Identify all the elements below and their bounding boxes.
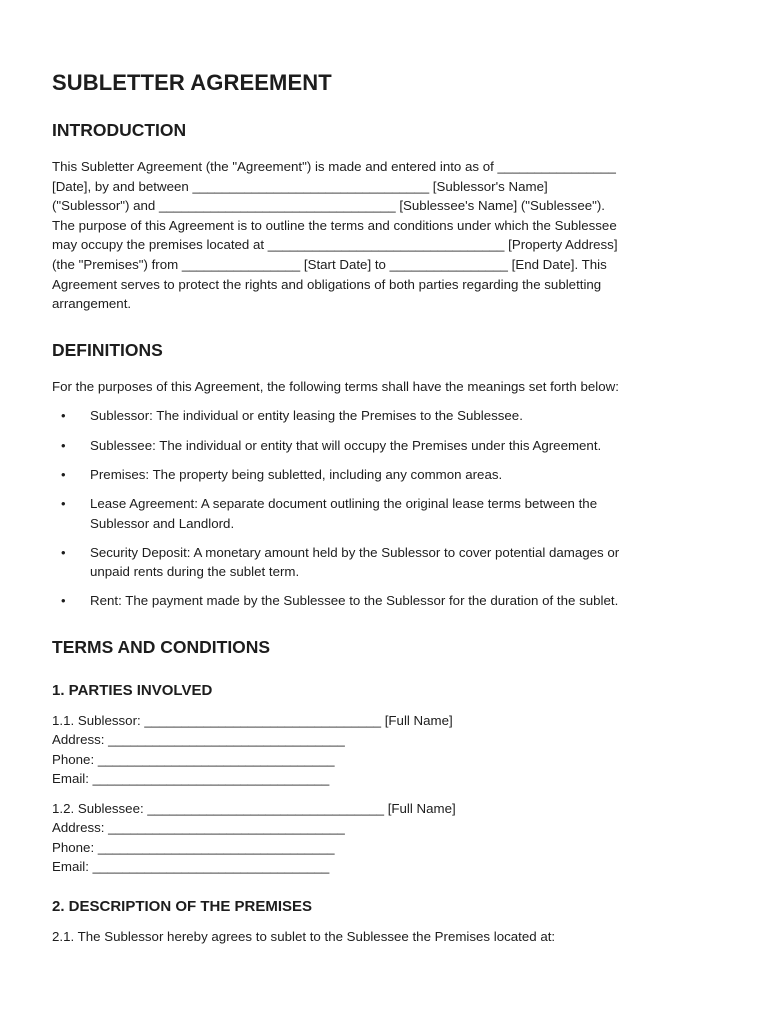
bullet-icon: •: [61, 495, 66, 511]
definition-text: Security Deposit: A monetary amount held by the Sublessor to cover potential damages or: [90, 544, 620, 560]
sublessor-name-line: 1.1. Sublessor: ________________________________ [Full Name]: [52, 713, 453, 729]
parties-section: [52, 682, 718, 876]
introduction-line: The purpose of this Agreement is to outline the terms and conditions under which the Sublessee: [52, 217, 617, 233]
list-item: [52, 591, 718, 611]
introduction-line: ("Sublessor") and ________________________________ [Sublessee's Name] ("Sublessee").: [52, 198, 605, 214]
list-item: [52, 406, 718, 426]
definitions-heading: DEFINITIONS: [52, 339, 163, 360]
parties-heading: 1. PARTIES INVOLVED: [52, 682, 213, 700]
sublessor-email-line: Email: ________________________________: [52, 771, 330, 787]
bullet-icon: •: [61, 408, 66, 424]
definitions-section: [52, 340, 718, 611]
sublessee-block: [52, 799, 718, 877]
terms-section: [52, 637, 718, 947]
list-item: [52, 436, 718, 456]
sublessor-phone-line: Phone: ________________________________: [52, 751, 335, 767]
sublessee-email-line: Email: ________________________________: [52, 858, 330, 874]
sublessee-name-line: 1.2. Sublessee: ________________________________ [Full Name]: [52, 800, 456, 816]
sublessee-phone-line: Phone: ________________________________: [52, 839, 335, 855]
introduction-line: Agreement serves to protect the rights and obligations of both parties regarding the subletting: [52, 276, 602, 292]
definition-text: Sublessee: The individual or entity that will occupy the Premises under this Agreement.: [90, 437, 602, 453]
definition-text: Premises: The property being subletted, including any common areas.: [90, 466, 503, 482]
sublessor-address-line: Address: ________________________________: [52, 732, 345, 748]
sublessee-address-line: Address: ________________________________: [52, 820, 345, 836]
introduction-line: This Subletter Agreement (the "Agreement") is made and entered into as of ________________: [52, 159, 616, 174]
definitions-list: [52, 406, 718, 611]
definition-text: Sublessor: The individual or entity leasing the Premises to the Sublessee.: [90, 408, 523, 424]
definition-text: Sublessor and Landlord.: [90, 515, 235, 531]
document-title: SUBLETTER AGREEMENT: [52, 70, 332, 95]
bullet-icon: •: [61, 466, 66, 482]
premises-section: [52, 898, 718, 947]
premises-line: 2.1. The Sublessor hereby agrees to sublet to the Sublessee the Premises located at:: [52, 929, 556, 945]
introduction-line: arrangement.: [52, 296, 132, 312]
list-item: [52, 494, 718, 533]
premises-heading: 2. DESCRIPTION OF THE PREMISES: [52, 898, 313, 916]
terms-heading: TERMS AND CONDITIONS: [52, 637, 271, 658]
bullet-icon: •: [61, 544, 66, 560]
introduction-line: [Date], by and between ________________________________ [Sublessor's Name]: [52, 178, 548, 194]
definition-text: Lease Agreement: A separate document outlining the original lease terms between the: [90, 495, 598, 511]
list-item: [52, 543, 718, 582]
introduction-line: (the "Premises") from ________________ [Start Date] to ________________ [End Date]. This: [52, 256, 607, 272]
definition-text: unpaid rents during the sublet term.: [90, 564, 300, 580]
bullet-icon: •: [61, 437, 66, 453]
introduction-line: may occupy the premises located at ________________________________ [Property Address]: [52, 237, 618, 253]
introduction-section: [52, 120, 718, 314]
definition-text: Rent: The payment made by the Sublessee to the Sublessor for the duration of the sublet.: [90, 593, 619, 609]
introduction-paragraph: [52, 157, 718, 314]
bullet-icon: •: [61, 593, 66, 609]
definitions-intro: For the purposes of this Agreement, the following terms shall have the meanings set forth below:: [52, 378, 619, 394]
list-item: [52, 465, 718, 485]
introduction-heading: INTRODUCTION: [52, 120, 187, 140]
sublessor-block: [52, 711, 718, 789]
